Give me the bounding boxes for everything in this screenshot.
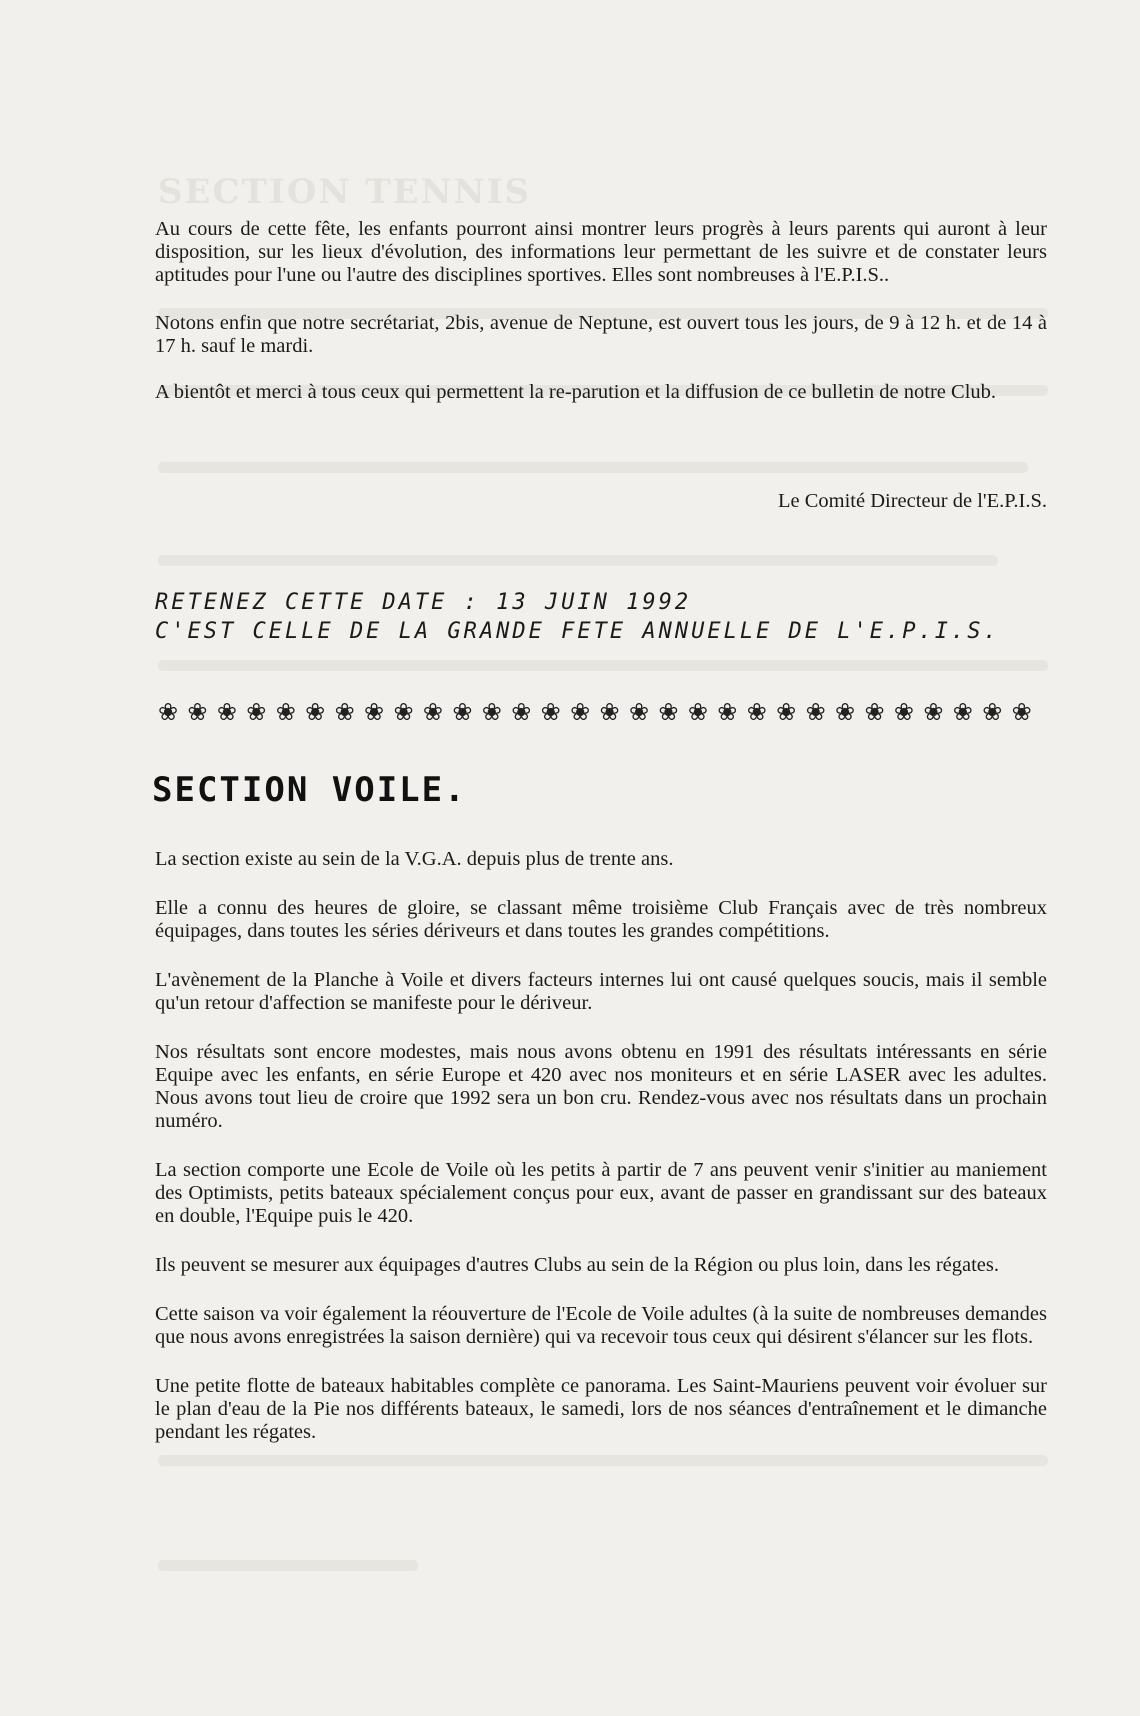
flower-icon: ❀ [746, 698, 767, 726]
signature: Le Comité Directeur de l'E.P.I.S. [778, 490, 1047, 512]
flower-icon: ❀ [628, 698, 650, 726]
section-title: SECTION VOILE. [152, 770, 467, 810]
date-announcement [155, 588, 1000, 646]
flower-divider [155, 698, 1035, 726]
intro-paragraph: Au cours de cette fête, les enfants pourront ainsi montrer leurs progrès à leurs parents qui auront à leur disposition, sur les lieux d'évolution, des informations leur permettant de les suivre et de constater leurs aptitudes pour l'une ou l'autre des disciplines sportives. Elles sont nombreuses à l'E.P.I.S.. [155, 218, 1047, 286]
flower-icon: ❀ [452, 698, 473, 726]
voile-section [155, 848, 1047, 1444]
flower-icon: ❀ [687, 698, 708, 726]
flower-icon: ❀ [982, 698, 1003, 726]
flower-icon: ❀ [157, 698, 179, 726]
flower-icon: ❀ [511, 698, 532, 726]
flower-icon: ❀ [1011, 698, 1032, 726]
flower-icon: ❀ [599, 698, 620, 726]
ghost-line [158, 555, 998, 566]
flower-icon: ❀ [864, 698, 885, 726]
flower-icon: ❀ [893, 698, 914, 726]
flower-icon: ❀ [422, 698, 443, 726]
flower-icon: ❀ [393, 698, 414, 726]
voile-paragraph: La section existe au sein de la V.G.A. depuis plus de trente ans. [155, 848, 674, 870]
flower-icon: ❀ [923, 698, 944, 726]
voile-paragraph: Nos résultats sont encore modestes, mais nous avons obtenu en 1991 des résultats intéressants en série Equipe avec les enfants, en série Europe et 420 avec nos moniteurs et en série LASER avec les adultes. Nous avons tout lieu de croire que 1992 sera un bon cru. Rendez-vous avec nos résultats dans un prochain numéro. [155, 1041, 1047, 1132]
flower-icon: ❀ [952, 698, 973, 726]
voile-paragraph: Une petite flotte de bateaux habitables complète ce panorama. Les Saint-Mauriens peuvent voir évoluer sur le plan d'eau de la Pie nos différents bateaux, le samedi, lors de nos séances d'entraînement et le dimanche pendant les régates. [155, 1375, 1047, 1443]
flower-icon: ❀ [540, 698, 561, 726]
flower-icon: ❀ [717, 698, 738, 726]
intro-section [155, 218, 1047, 404]
ghost-line [158, 660, 1048, 671]
ghost-line [158, 1455, 1048, 1466]
flower-icon: ❀ [658, 698, 679, 726]
announcement-line: C'EST CELLE DE LA GRANDE FETE ANNUELLE DE L'E.P.I.S. [155, 619, 1000, 644]
ghost-line [158, 1560, 418, 1571]
voile-paragraph: Cette saison va voir également la réouverture de l'Ecole de Voile adultes (à la suite de nombreuses demandes que nous avons enregistrées la saison dernière) qui va recevoir tous ceux qui désirent s'élancer sur les flots. [155, 1303, 1047, 1348]
voile-paragraph: La section comporte une Ecole de Voile où les petits à partir de 7 ans peuvent venir s'initier au maniement des Optimists, petits bateaux spécialement conçus pour eux, avant de passer en grandissant sur des bateaux en double, l'Equipe puis le 420. [155, 1159, 1047, 1227]
voile-paragraph: Elle a connu des heures de gloire, se classant même troisième Club Français avec de très nombreux équipages, dans toutes les séries dériveurs et dans toutes les grandes compétitions. [155, 897, 1047, 942]
flower-icon: ❀ [570, 698, 591, 726]
voile-paragraph: Ils peuvent se mesurer aux équipages d'autres Clubs au sein de la Région ou plus loin, dans les régates. [155, 1254, 999, 1276]
flower-icon: ❀ [246, 698, 267, 726]
ghost-line [158, 462, 1028, 473]
flower-icon: ❀ [334, 698, 355, 726]
flower-icon: ❀ [275, 698, 296, 726]
ghost-title: SECTION TENNIS [158, 172, 532, 212]
flower-icon: ❀ [216, 698, 237, 726]
flower-icon: ❀ [805, 698, 826, 726]
flower-icon: ❀ [481, 698, 502, 726]
flower-icon: ❀ [305, 698, 326, 726]
voile-paragraph: L'avènement de la Planche à Voile et divers facteurs internes lui ont causé quelques soucis, mais il semble qu'un retour d'affection se manifeste pour le dériveur. [155, 969, 1047, 1014]
flower-icon: ❀ [187, 698, 208, 726]
flower-icon: ❀ [776, 698, 797, 726]
intro-paragraph: A bientôt et merci à tous ceux qui permettent la re-parution et la diffusion de ce bulletin de notre Club. [155, 381, 997, 403]
flower-icon: ❀ [835, 698, 856, 726]
flower-icon: ❀ [364, 698, 385, 726]
announcement-line: RETENEZ CETTE DATE : 13 JUIN 1992 [155, 590, 692, 615]
intro-paragraph: Notons enfin que notre secrétariat, 2bis, avenue de Neptune, est ouvert tous les jours, de 9 à 12 h. et de 14 à 17 h. sauf le mardi. [155, 312, 1047, 357]
